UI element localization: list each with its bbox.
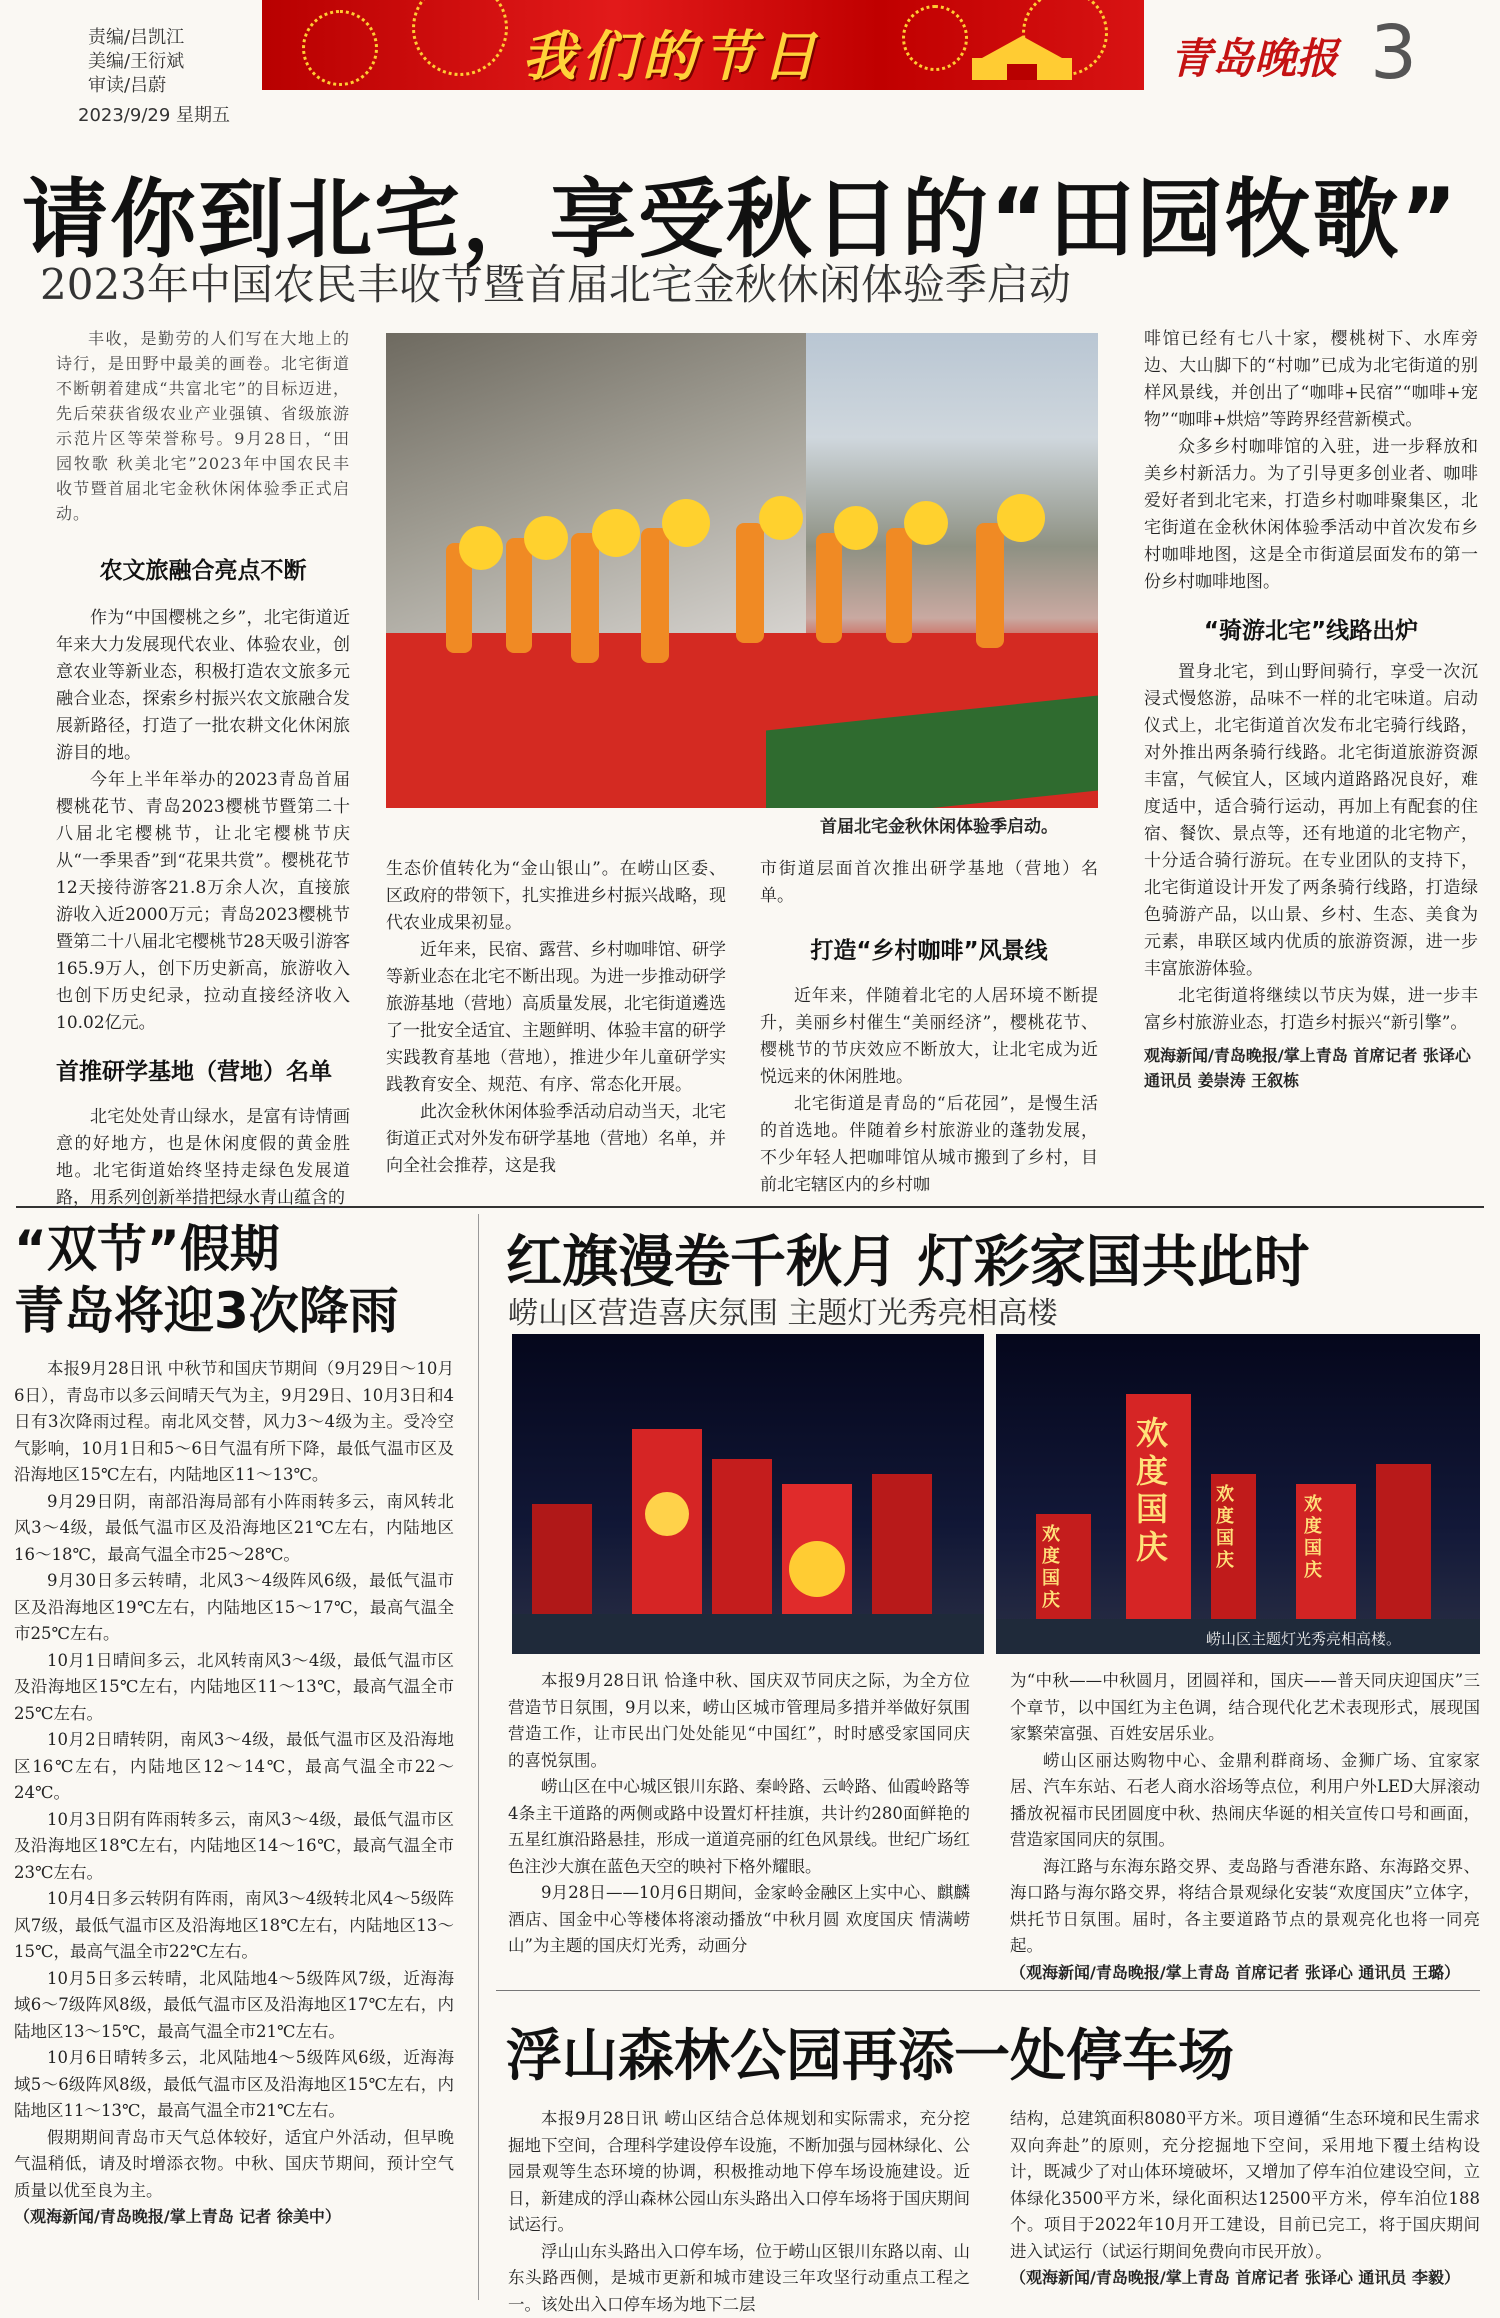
section-title: 首推研学基地（营地）名单 xyxy=(56,1053,350,1086)
section-divider xyxy=(496,1990,1480,1991)
paragraph: 海江路与东海东路交界、麦岛路与香港东路、东海路交界、海口路与海尔路交界，将结合景观绿化安装“欢度国庆”立体字，烘托节日氛围。届时，各主要道路节点的景观亮化也将一同亮起。 xyxy=(1010,1854,1480,1960)
weather-byline: （观海新闻/青岛晚报/掌上青岛 记者 徐美中） xyxy=(14,2204,454,2227)
paragraph: 结构，总建筑面积8080平方米。项目遵循“生态环境和民生需求双向奔赴”的原则，充分挖掘地下空间，采用地下覆土结构设计，既减少了对山体环境破坏，又增加了停车泊位建设空间，立体绿化3500平方米，绿化面积达12500平方米，停车泊位188个。项目于2022年10月开工建设，目前已完工，将于国庆期间进入试运行（试运行期间免费向市民开放）。 xyxy=(1010,2106,1480,2265)
tiananmen-icon xyxy=(962,18,1082,88)
firework-graphic xyxy=(302,10,378,86)
issue-date: 2023/9/29 星期五 xyxy=(78,104,258,128)
lead-column-3 xyxy=(760,856,1098,1199)
paragraph: 众多乡村咖啡馆的入驻，进一步释放和美乡村新活力。为了引导更多创业者、咖啡爱好者到北宅来，打造乡村咖啡聚集区，北宅街道在金秋休闲体验季活动中首次发布乡村咖啡地图，这是全市街道层面发布的第一份乡村咖啡地图。 xyxy=(1144,434,1478,596)
review-credit: 审读/吕蔚 xyxy=(88,74,258,98)
paragraph: 近年来，民宿、露营、乡村咖啡馆、研学等新业态在北宅不断出现。为进一步推动研学旅游基地（营地）高质量发展，北宅街道遴选了一批安全适宜、主题鲜明、体验丰富的研学实践教育基地（营地），推进少年儿童研学实践教育安全、规范、有序、常态化开展。 xyxy=(386,937,726,1099)
paragraph: 此次金秋休闲体验季活动启动当天，北宅街道正式对外发布研学基地（营地）名单，并向全社会推荐，这是我 xyxy=(386,1099,726,1180)
section-title: “骑游北宅”线路出炉 xyxy=(1144,612,1478,645)
festival-sign: 欢度国庆 xyxy=(1216,1484,1240,1572)
firework-graphic xyxy=(902,5,968,71)
light-byline: （观海新闻/青岛晚报/掌上青岛 首席记者 张译心 通讯员 王璐） xyxy=(1010,1960,1480,1987)
paragraph: 为“中秋——中秋圆月，团圆祥和，国庆——普天同庆迎国庆”三个章节，以中国红为主色调，结合现代化艺术表现形式，展现国家繁荣富强、百姓安居乐业。 xyxy=(1010,1668,1480,1748)
page-number: 3 xyxy=(1370,10,1417,96)
paragraph: 北宅处处青山绿水，是富有诗情画意的好地方，也是休闲度假的黄金胜地。北宅街道始终坚持走绿色发展道路，用系列创新举措把绿水青山蕴含的 xyxy=(56,1104,350,1212)
light-column-2 xyxy=(1010,1668,1480,1986)
weather-headline-line-1: “双节”假期 xyxy=(14,1218,454,1280)
paragraph: 10月6日晴转多云，北风陆地4～5级阵风6级，近海海域5～6级阵风8级，最低气温市区及沿海地区15℃左右，内陆地区11～13℃，最高气温全市21℃左右。 xyxy=(14,2045,454,2125)
paragraph: 9月29日阴，南部沿海局部有小阵雨转多云，南风转北风3～4级，最低气温市区及沿海地区21℃左右，内陆地区16～18℃，最高气温全市25～28℃。 xyxy=(14,1489,454,1569)
paragraph: 今年上半年举办的2023青岛首届樱桃花节、青岛2023樱桃节暨第二十八届北宅樱桃节，让北宅樱桃节庆从“一季果香”到“花果共赏”。樱桃花节12天接待游客21.8万余人次，直接旅游收入近2000万元；青岛2023樱桃节暨第二十八届北宅樱桃节28天吸引游客165.9万人，创下历史新高，旅游收入也创下历史纪录，拉动直接经济收入10.02亿元。 xyxy=(56,767,350,1037)
light-subheadline: 崂山区营造喜庆氛围 主题灯光秀亮相高楼 xyxy=(508,1288,1058,1332)
art-credit: 美编/王衍斌 xyxy=(88,50,258,74)
paragraph: 北宅街道是青岛的“后花园”，是慢生活的首选地。伴随着乡村旅游业的蓬勃发展，不少年轻人把咖啡馆从城市搬到了乡村，目前北宅辖区内的乡村咖 xyxy=(760,1091,1098,1199)
lead-photo-caption: 首届北宅金秋休闲体验季启动。 xyxy=(820,812,1058,837)
light-column-1 xyxy=(508,1668,970,1960)
lead-column-1 xyxy=(56,326,350,1212)
edit-credits xyxy=(88,26,258,128)
weather-article xyxy=(14,1218,454,2227)
paragraph: 9月30日多云转晴，北风3～4级阵风6级，最低气温市区及沿海地区19℃左右，内陆地区15～17℃，最高气温全市25℃左右。 xyxy=(14,1568,454,1648)
light-photo-left xyxy=(512,1334,984,1654)
lead-column-4 xyxy=(1144,326,1478,1093)
banner-title: 我们的节日 xyxy=(522,14,822,90)
lead-subheadline: 2023年中国农民丰收节暨首届北宅金秋休闲体验季启动 xyxy=(40,252,1071,312)
paragraph: 啡馆已经有七八十家，樱桃树下、水库旁边、大山脚下的“村咖”已成为北宅街道的别样风景线，并创出了“咖啡+民宿”“咖啡+宠物”“咖啡+烘焙”等跨界经营新模式。 xyxy=(1144,326,1478,434)
parking-byline: （观海新闻/青岛晚报/掌上青岛 首席记者 张译心 通讯员 李毅） xyxy=(1010,2265,1480,2292)
light-photo-right xyxy=(996,1334,1480,1654)
paragraph: 生态价值转化为“金山银山”。在崂山区委、区政府的带领下，扎实推进乡村振兴战略，现代农业成果初显。 xyxy=(386,856,726,937)
weather-headline-line-2: 青岛将迎3次降雨 xyxy=(14,1280,454,1342)
light-headline: 红旗漫卷千秋月 灯彩家国共此时 xyxy=(506,1218,1310,1298)
paper-name: 青岛晚报 xyxy=(1170,26,1338,86)
paragraph: 崂山区丽达购物中心、金鼎利群商场、金狮广场、宜家家居、汽车东站、石老人商水浴场等点位，利用户外LED大屏滚动播放祝福市民团圆度中秋、热闹庆华诞的相关宣传口号和画面，营造家国同庆的氛围。 xyxy=(1010,1748,1480,1854)
firework-graphic xyxy=(412,0,508,76)
paragraph: 浮山山东头路出入口停车场，位于崂山区银川东路以南、山东头路西侧，是城市更新和城市建设三年攻坚行动重点工程之一。该处出入口停车场为地下二层 xyxy=(508,2239,970,2318)
paragraph: 作为“中国樱桃之乡”，北宅街道近年来大力发展现代农业、体验农业，创意农业等新业态，积极打造农文旅多元融合业态，探索乡村振兴农文旅融合发展新路径，打造了一批农耕文化休闲旅游目的地。 xyxy=(56,605,350,767)
city-skyline-graphic xyxy=(512,1334,984,1654)
paragraph: 10月3日阴有阵雨转多云，南风3～4级，最低气温市区及沿海地区18℃左右，内陆地区14～16℃，最高气温全市23℃左右。 xyxy=(14,1807,454,1887)
paragraph: 置身北宅，到山野间骑行，享受一次沉浸式慢悠游，品味不一样的北宅味道。启动仪式上，北宅街道首次发布北宅骑行线路，对外推出两条骑行线路。北宅街道旅游资源丰富，气候宜人，区域内道路路况良好，难度适中，适合骑行运动，再加上有配套的住宿、餐饮、景点等，还有地道的北宅物产，十分适合骑行游玩。在专业团队的支持下，北宅街道设计开发了两条骑行线路，打造绿色骑游产品，以山景、乡村、生态、美食为元素，串联区域内优质的旅游资源，进一步丰富旅游体验。 xyxy=(1144,659,1478,983)
paragraph: 近年来，伴随着北宅的人居环境不断提升，美丽乡村催生“美丽经济”，樱桃花节、樱桃节的节庆效应不断放大，让北宅成为近悦远来的休闲胜地。 xyxy=(760,983,1098,1091)
paragraph: 本报9月28日讯 恰逢中秋、国庆双节同庆之际，为全方位营造节日氛围，9月以来，崂山区城市管理局多措并举做好氛围营造工作，让市民出门处处能见“中国红”，时时感受家国同庆的喜悦氛围。 xyxy=(508,1668,970,1774)
section-title: 打造“乡村咖啡”风景线 xyxy=(760,932,1098,965)
paragraph: 本报9月28日讯 崂山区结合总体规划和实际需求，充分挖掘地下空间，合理科学建设停车设施，不断加强与园林绿化、公园景观等生态环境的协调，积极推动地下停车场设施建设。近日，新建成的浮山森林公园山东头路出入口停车场将于国庆期间试运行。 xyxy=(508,2106,970,2239)
festival-sign: 欢度国庆 xyxy=(1136,1414,1178,1566)
parking-column-1 xyxy=(508,2106,970,2318)
dancers-graphic xyxy=(386,333,1098,808)
paragraph: 崂山区在中心城区银川东路、秦岭路、云岭路、仙霞岭路等4条主干道路的两侧或路中设置灯杆挂旗，共计约280面鲜艳的五星红旗沿路悬挂，形成一道道亮丽的红色风景线。世纪广场红色注沙大旗在蓝色天空的映衬下格外耀眼。 xyxy=(508,1774,970,1880)
paragraph: 北宅街道将继续以节庆为媒，进一步丰富乡村旅游业态，打造乡村振兴“新引擎”。 xyxy=(1144,983,1478,1037)
parking-headline: 浮山森林公园再添一处停车场 xyxy=(506,2012,1234,2092)
light-photo-caption: 崂山区主题灯光秀亮相高楼。 xyxy=(1206,1628,1401,1649)
paragraph: 9月28日——10月6日期间，金家岭金融区上实中心、麒麟酒店、国金中心等楼体将滚动播放“中秋月圆 欢度国庆 情满崂山”为主题的国庆灯光秀，动画分 xyxy=(508,1880,970,1960)
paragraph: 10月5日多云转晴，北风陆地4～5级阵风7级，近海海域6～7级阵风8级，最低气温市区及沿海地区17℃左右，内陆地区13～15℃，最高气温全市21℃左右。 xyxy=(14,1966,454,2046)
paragraph: 10月4日多云转阴有阵雨，南风3～4级转北风4～5级阵风7级，最低气温市区及沿海地区18℃左右，内陆地区13～15℃，最高气温全市22℃左右。 xyxy=(14,1886,454,1966)
section-divider xyxy=(16,1206,1484,1208)
paragraph: 市街道层面首次推出研学基地（营地）名单。 xyxy=(760,856,1098,910)
festival-sign: 欢度国庆 xyxy=(1042,1524,1066,1612)
paragraph: 10月1日晴间多云，北风转南风3～4级，最低气温市区及沿海地区15℃左右，内陆地区11～13℃，最高气温全市25℃左右。 xyxy=(14,1648,454,1728)
lead-intro: 丰收，是勤劳的人们写在大地上的诗行，是田野中最美的画卷。北宅街道不断朝着建成“共富北宅”的目标迈进，先后荣获省级农业产业强镇、省级旅游示范片区等荣誉称号。9月28日，“田园牧歌 秋美北宅”2023年中国农民丰收节暨首届北宅金秋休闲体验季正式启动。 xyxy=(56,326,350,526)
section-title: 农文旅融合亮点不断 xyxy=(56,552,350,585)
lead-headline: 请你到北宅，享受秋日的“田园牧歌” xyxy=(22,150,1459,274)
festival-sign: 欢度国庆 xyxy=(1304,1494,1328,1582)
festival-banner xyxy=(262,0,1144,90)
parking-column-2 xyxy=(1010,2106,1480,2292)
paragraph: 本报9月28日讯 中秋节和国庆节期间（9月29日～10月6日），青岛市以多云间晴天气为主，9月29日、10月3日和4日有3次降雨过程。南北风交替，风力3～4级为主。受冷空气影响，10月1日和5～6日气温有所下降，最低气温市区及沿海地区15℃左右，内陆地区11～13℃。 xyxy=(14,1356,454,1489)
lead-column-2 xyxy=(386,856,726,1180)
paragraph: 10月2日晴转阴，南风3～4级，最低气温市区及沿海地区16℃左右，内陆地区12～14℃，最高气温全市22～24℃。 xyxy=(14,1727,454,1807)
editor-credit: 责编/吕凯江 xyxy=(88,26,258,50)
paragraph: 假期期间青岛市天气总体较好，适宜户外活动，但早晚气温稍低，请及时增添衣物。中秋、国庆节期间，预计空气质量以优至良为主。 xyxy=(14,2125,454,2205)
lead-photo xyxy=(386,333,1098,808)
lead-byline: 观海新闻/青岛晚报/掌上青岛 首席记者 张译心 通讯员 姜崇涛 王叙栋 xyxy=(1144,1043,1478,1093)
column-divider xyxy=(478,1214,479,2300)
